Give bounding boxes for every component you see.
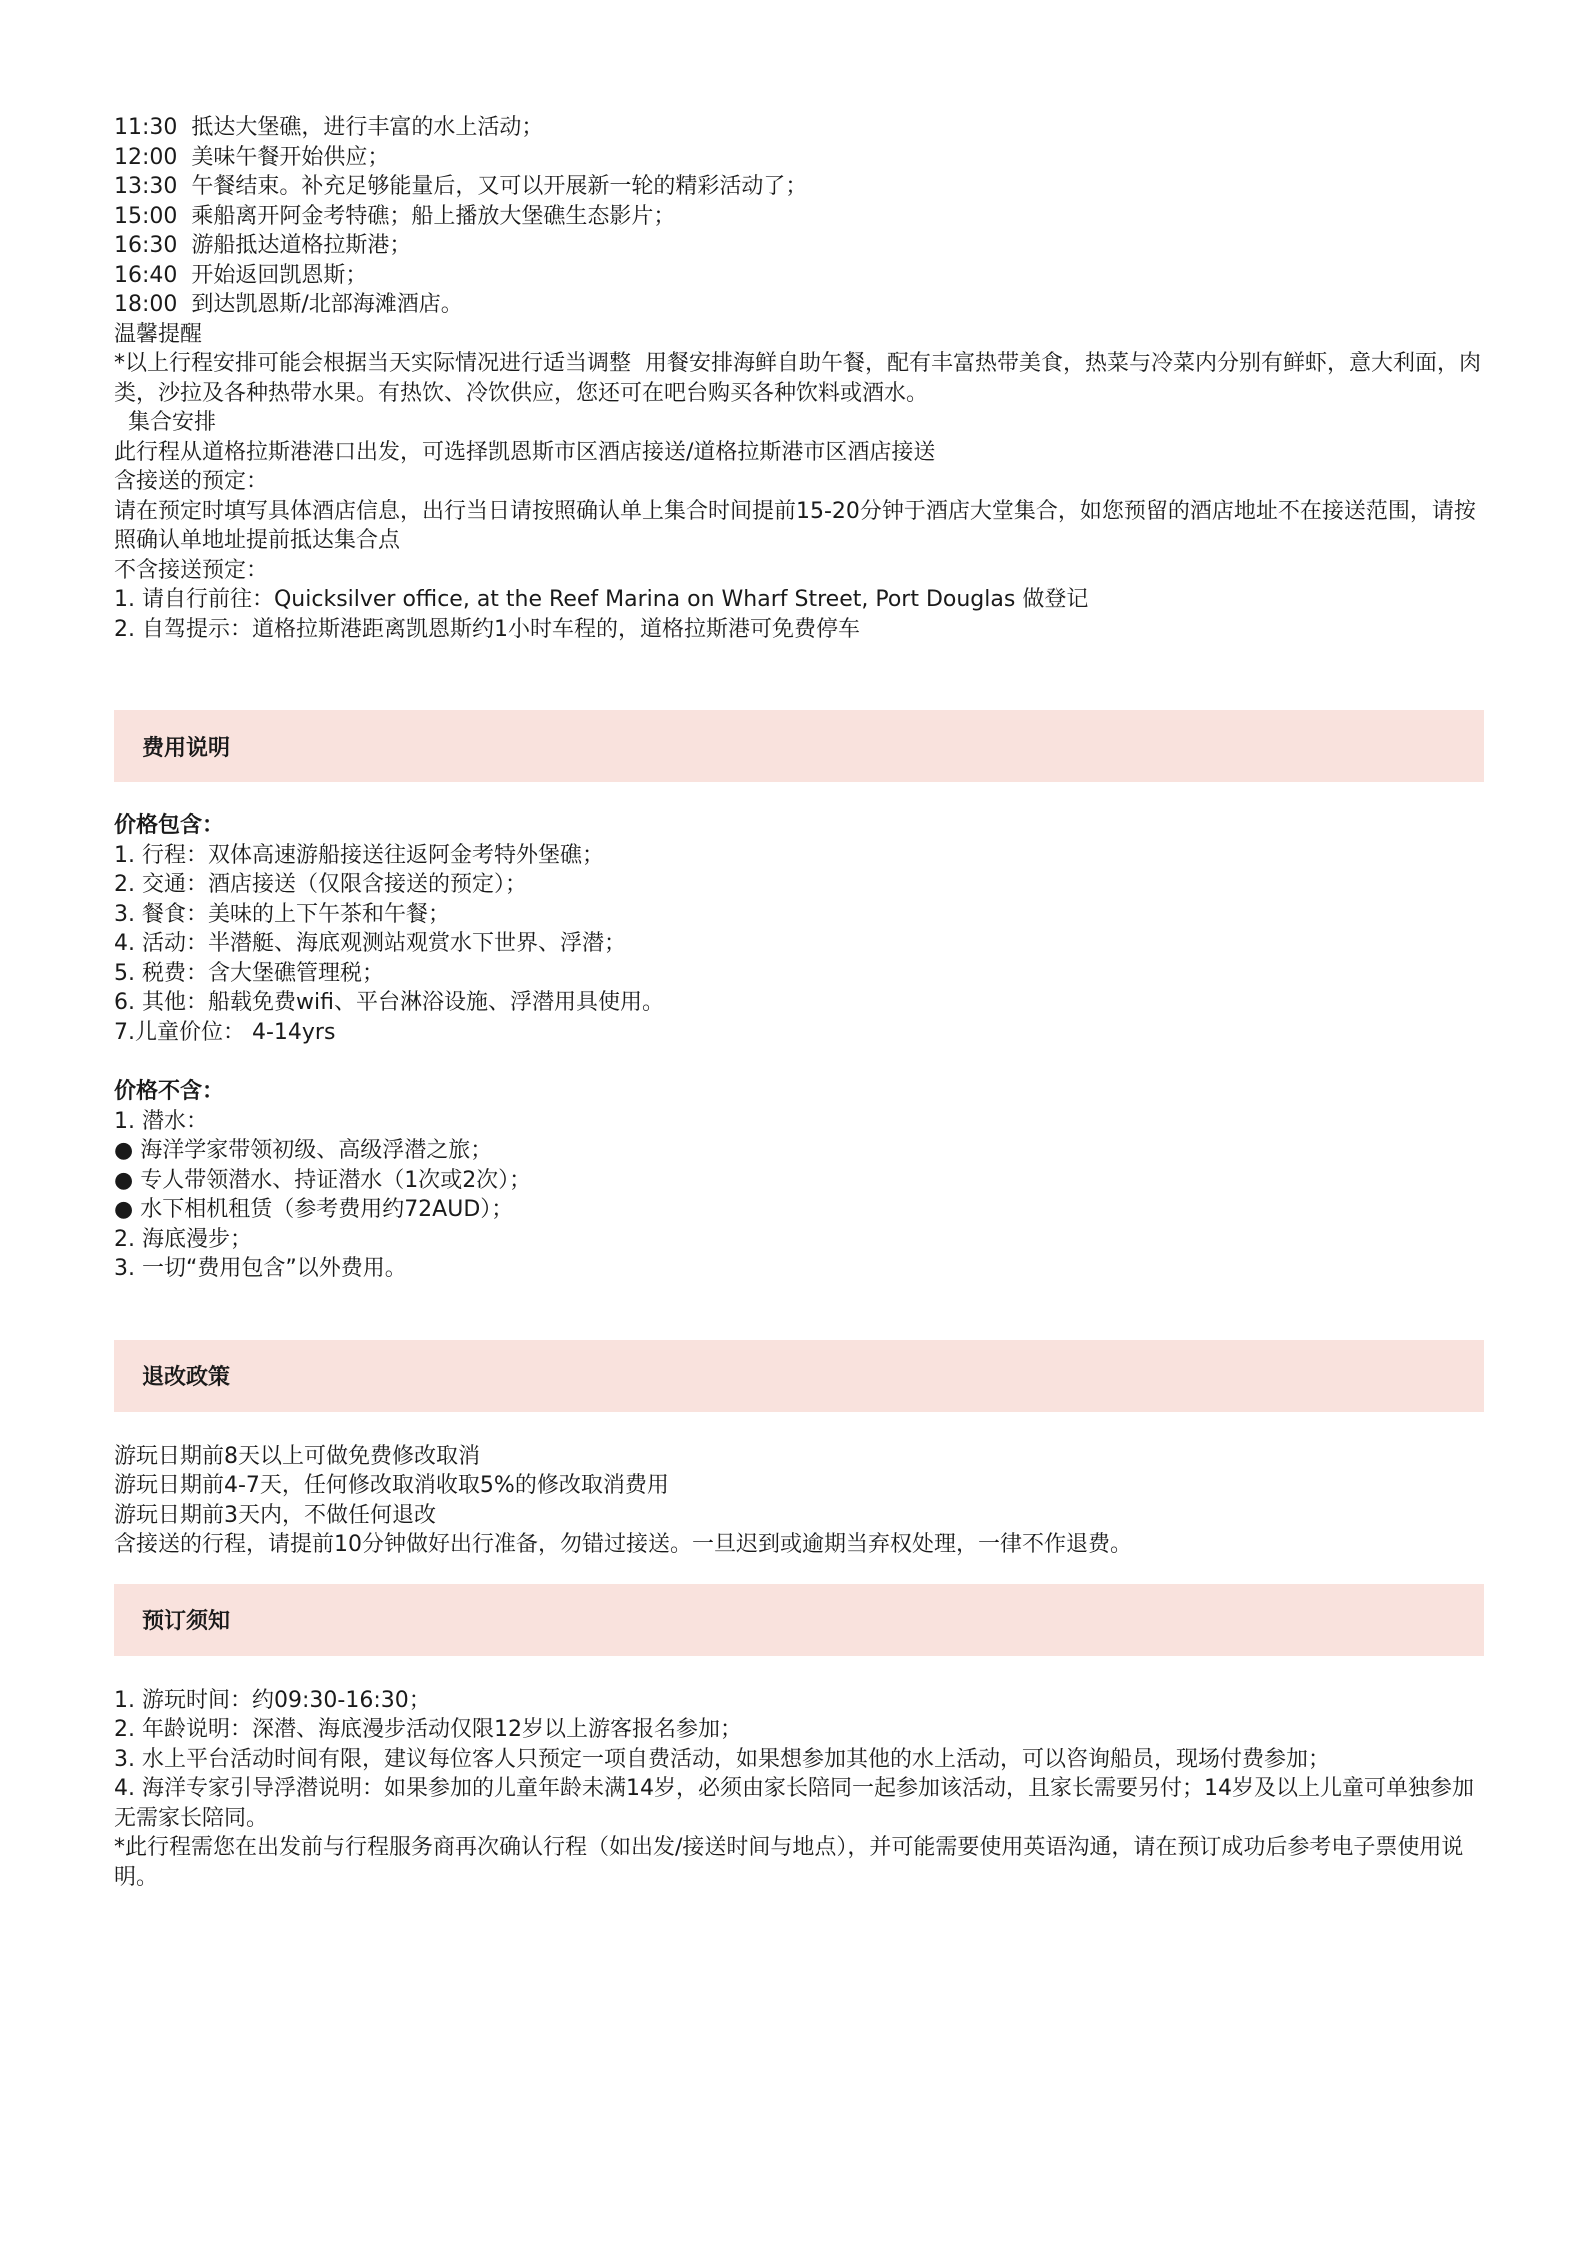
excluded-item: ● 专人带领潜水、持证潜水（1次或2次）； — [114, 1167, 532, 1193]
booking-section — [114, 1686, 1484, 1893]
schedule-line: 11:30 抵达大堡礁，进行丰富的水上活动； — [114, 115, 544, 140]
schedule-line: 16:40 开始返回凯恩斯； — [114, 262, 368, 288]
excluded-label: 价格不含： — [114, 1079, 225, 1104]
excluded-item: 1. 潜水： — [114, 1108, 208, 1134]
schedule-line: 15:00 乘船离开阿金考特礁；船上播放大堡礁生态影片； — [114, 203, 676, 229]
booking-line: 1. 游玩时间：约09:30-16:30； — [114, 1687, 431, 1713]
schedule-line: 16:30 游船抵达道格拉斯港； — [114, 233, 412, 258]
no-pickup-title: 不含接送预定： — [114, 557, 269, 583]
section-title: 费用说明 — [142, 735, 231, 761]
pickup-text: 请在预定时填写具体酒店信息，出行当日请按照确认单上集合时间提前15-20分钟于酒店大堂集合，如您预留的酒店地址不在接送范围，请按照确认单地址提前抵达集合点 — [114, 498, 1476, 553]
included-item: 3. 餐食：美味的上下午茶和午餐； — [114, 901, 450, 927]
refund-line: 游玩日期前4-7天，任何修改取消收取5%的修改取消费用 — [114, 1473, 669, 1498]
refund-line: 游玩日期前3天内，不做任何退改 — [114, 1502, 436, 1528]
excluded-item: 3. 一切“费用包含”以外费用。 — [114, 1256, 407, 1281]
included-item: 7.儿童价位： 4-14yrs — [114, 1019, 336, 1045]
document-page — [114, 113, 1484, 1892]
section-title: 预订须知 — [142, 1609, 231, 1634]
included-item: 5. 税费：含大堡礁管理税； — [114, 960, 384, 986]
schedule-line: 12:00 美味午餐开始供应； — [114, 144, 390, 170]
fees-section-header — [114, 710, 1484, 782]
meeting-text: 此行程从道格拉斯港港口出发，可选择凯恩斯市区酒店接送/道格拉斯港市区酒店接送 — [114, 439, 936, 465]
refund-line: 游玩日期前8天以上可做免费修改取消 — [114, 1443, 480, 1469]
excluded-item: ● 水下相机租赁（参考费用约72AUD）； — [114, 1197, 514, 1222]
schedule-line: 13:30 午餐结束。补充足够能量后，又可以开展新一轮的精彩活动了； — [114, 174, 808, 199]
booking-section-header — [114, 1584, 1484, 1656]
itinerary-notes — [114, 113, 1484, 644]
excluded-item: 2. 海底漫步； — [114, 1226, 252, 1252]
refund-line: 含接送的行程，请提前10分钟做好出行准备，勿错过接送。一旦迟到或逾期当弃权处理，一律不作退费。 — [114, 1532, 1132, 1557]
booking-line: 4. 海洋专家引导浮潜说明：如果参加的儿童年龄未满14岁，必须由家长陪同一起参加该活动，且家长需要另付；14岁及以上儿童可单独参加无需家长陪同。 — [114, 1776, 1474, 1831]
section-title: 退改政策 — [142, 1365, 231, 1390]
excluded-item: ● 海洋学家带领初级、高级浮潜之旅； — [114, 1138, 493, 1163]
included-item: 2. 交通：酒店接送（仅限含接送的预定）； — [114, 872, 527, 897]
schedule-line: 18:00 到达凯恩斯/北部海滩酒店。 — [114, 292, 463, 317]
booking-line: *此行程需您在出发前与行程服务商再次确认行程（如出发/接送时间与地点），并可能需要使用英语沟通，请在预订成功后参考电子票使用说明。 — [114, 1835, 1464, 1890]
no-pickup-item: 1. 请自行前往：Quicksilver office, at the Reef Marina on Wharf Street, Port Douglas 做登记 — [114, 587, 1089, 612]
no-pickup-item: 2. 自驾提示：道格拉斯港距离凯恩斯约1小时车程的，道格拉斯港可免费停车 — [114, 616, 860, 642]
reminder-text: *以上行程安排可能会根据当天实际情况进行适当调整 用餐安排海鲜自助午餐，配有丰富热带美食，热菜与冷菜内分别有鲜虾，意大利面，肉类，沙拉及各种热带水果。有热饮、冷饮供应，您还可在吧台购买各种饮料或酒水。 — [114, 351, 1481, 406]
refund-section-header — [114, 1340, 1484, 1412]
reminder-title: 温馨提醒 — [114, 321, 203, 347]
fees-section — [114, 811, 1484, 1284]
booking-line: 2. 年龄说明：深潜、海底漫步活动仅限12岁以上游客报名参加； — [114, 1717, 742, 1742]
included-label: 价格包含： — [114, 813, 225, 838]
booking-line: 3. 水上平台活动时间有限，建议每位客人只预定一项自费活动，如果想参加其他的水上活动，可以咨询船员，现场付费参加； — [114, 1746, 1330, 1772]
included-item: 4. 活动：半潜艇、海底观测站观赏水下世界、浮潜； — [114, 931, 626, 956]
meeting-title: 集合安排 — [114, 410, 217, 435]
included-item: 1. 行程：双体高速游船接送往返阿金考特外堡礁； — [114, 842, 604, 868]
included-item: 6. 其他：船载免费wifi、平台淋浴设施、浮潜用具使用。 — [114, 990, 664, 1015]
pickup-title: 含接送的预定： — [114, 469, 269, 494]
refund-section — [114, 1442, 1484, 1560]
